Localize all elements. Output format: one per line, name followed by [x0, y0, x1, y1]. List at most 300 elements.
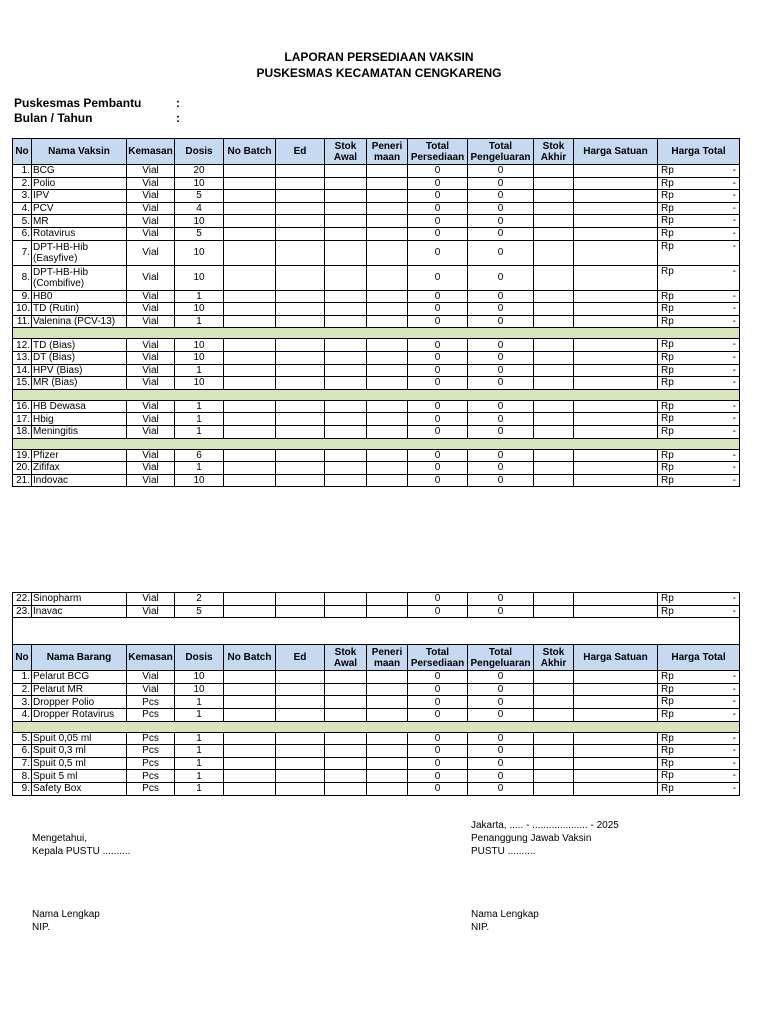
row-harga-satuan [574, 315, 658, 328]
row-stok-awal [325, 474, 367, 487]
nama-lengkap-label: Nama Lengkap [471, 909, 539, 920]
row-penerimaan [367, 202, 408, 215]
row-kemasan: Vial [127, 190, 175, 203]
rp-label: Rp [661, 605, 674, 617]
row-ed [276, 732, 325, 745]
group-separator-row [13, 721, 740, 732]
row-ed [276, 202, 325, 215]
row-harga-total [658, 782, 740, 795]
group-separator-row [13, 438, 740, 449]
row-dosis: 1 [175, 708, 224, 721]
row-total-persediaan: 0 [408, 425, 468, 438]
row-no-batch [224, 683, 276, 696]
row-ed [276, 757, 325, 770]
row-nama: Spuit 0,05 ml [32, 732, 127, 745]
header-harga-total: Harga Total [658, 645, 740, 671]
header-nama-vaksin: Nama Vaksin [32, 139, 127, 165]
row-ed [276, 177, 325, 190]
table-row [13, 165, 740, 178]
row-penerimaan [367, 190, 408, 203]
row-harga-satuan [574, 240, 658, 265]
row-total-persediaan: 0 [408, 474, 468, 487]
dash-value: - [732, 782, 736, 794]
row-harga-total [658, 683, 740, 696]
rp-label: Rp [661, 593, 674, 604]
row-total-persediaan: 0 [408, 770, 468, 783]
row-stok-akhir [534, 339, 574, 352]
row-penerimaan [367, 782, 408, 795]
row-penerimaan [367, 240, 408, 265]
row-harga-satuan [574, 165, 658, 178]
puskesmas-pembantu-field [14, 96, 180, 110]
row-dosis: 10 [175, 683, 224, 696]
signature-left [32, 832, 130, 858]
dash-value: - [732, 377, 736, 389]
row-no: 1. [13, 671, 32, 684]
row-stok-akhir [534, 351, 574, 364]
row-dosis: 10 [175, 215, 224, 228]
row-no: 8. [13, 265, 32, 290]
row-penerimaan [367, 315, 408, 328]
row-no: 3. [13, 190, 32, 203]
row-harga-satuan [574, 425, 658, 438]
row-kemasan: Vial [127, 364, 175, 377]
row-nama: Zififax [32, 462, 127, 475]
rp-label: Rp [661, 696, 674, 708]
row-kemasan: Vial [127, 202, 175, 215]
rp-label: Rp [661, 757, 674, 769]
row-penerimaan [367, 377, 408, 390]
row-harga-total [658, 732, 740, 745]
row-ed [276, 449, 325, 462]
row-penerimaan [367, 745, 408, 758]
row-penerimaan [367, 303, 408, 316]
row-no-batch [224, 351, 276, 364]
row-penerimaan [367, 215, 408, 228]
row-kemasan: Pcs [127, 732, 175, 745]
row-dosis: 1 [175, 732, 224, 745]
row-harga-satuan [574, 215, 658, 228]
row-stok-akhir [534, 708, 574, 721]
table-row [13, 696, 740, 709]
vaksin-table [12, 138, 740, 487]
row-dosis: 1 [175, 400, 224, 413]
table-row [13, 413, 740, 426]
row-penerimaan [367, 165, 408, 178]
row-no-batch [224, 462, 276, 475]
row-total-pengeluaran: 0 [468, 474, 534, 487]
table-row [13, 462, 740, 475]
row-nama: DPT-HB-Hib (Combifive) [32, 265, 127, 290]
dash-value: - [732, 400, 736, 412]
row-ed [276, 605, 325, 618]
row-stok-akhir [534, 474, 574, 487]
row-harga-total [658, 227, 740, 240]
row-harga-total [658, 202, 740, 215]
row-no: 9. [13, 290, 32, 303]
row-harga-satuan [574, 351, 658, 364]
row-total-pengeluaran: 0 [468, 400, 534, 413]
row-nama: TD (Bias) [32, 339, 127, 352]
dash-value: - [732, 605, 736, 617]
row-stok-akhir [534, 425, 574, 438]
row-kemasan: Vial [127, 315, 175, 328]
row-total-pengeluaran: 0 [468, 215, 534, 228]
row-kemasan: Vial [127, 303, 175, 316]
row-no-batch [224, 425, 276, 438]
row-kemasan: Vial [127, 165, 175, 178]
row-kemasan: Vial [127, 474, 175, 487]
dash-value: - [732, 190, 736, 202]
row-no: 21. [13, 474, 32, 487]
row-harga-satuan [574, 696, 658, 709]
row-dosis: 10 [175, 265, 224, 290]
row-nama: Meningitis [32, 425, 127, 438]
row-kemasan: Pcs [127, 770, 175, 783]
row-harga-satuan [574, 462, 658, 475]
dash-value: - [732, 696, 736, 708]
row-kemasan: Vial [127, 449, 175, 462]
nip-label: NIP. [471, 922, 490, 933]
row-stok-awal [325, 605, 367, 618]
row-penerimaan [367, 290, 408, 303]
dash-value: - [732, 364, 736, 376]
row-stok-akhir [534, 303, 574, 316]
row-stok-awal [325, 303, 367, 316]
table-header-row [13, 645, 740, 671]
row-ed [276, 303, 325, 316]
rp-label: Rp [661, 683, 674, 695]
row-stok-akhir [534, 364, 574, 377]
row-no-batch [224, 165, 276, 178]
row-ed [276, 593, 325, 606]
row-penerimaan [367, 683, 408, 696]
row-nama: Pfizer [32, 449, 127, 462]
rp-label: Rp [661, 671, 674, 683]
row-no-batch [224, 265, 276, 290]
row-no-batch [224, 757, 276, 770]
row-total-pengeluaran: 0 [468, 671, 534, 684]
row-harga-total [658, 315, 740, 328]
row-penerimaan [367, 425, 408, 438]
row-stok-akhir [534, 449, 574, 462]
row-stok-akhir [534, 462, 574, 475]
rp-label: Rp [661, 290, 674, 302]
table-header-row [13, 139, 740, 165]
row-penerimaan [367, 400, 408, 413]
row-kemasan: Vial [127, 413, 175, 426]
row-no-batch [224, 290, 276, 303]
row-nama: Spuit 0,3 ml [32, 745, 127, 758]
header-stok-akhir: Stok Akhir [534, 645, 574, 671]
row-kemasan: Vial [127, 671, 175, 684]
row-no: 22. [13, 593, 32, 606]
dash-value: - [732, 593, 736, 604]
row-harga-total [658, 303, 740, 316]
header-nama-barang: Nama Barang [32, 645, 127, 671]
row-total-pengeluaran: 0 [468, 227, 534, 240]
table-row [13, 202, 740, 215]
row-nama: Spuit 0,5 ml [32, 757, 127, 770]
row-stok-akhir [534, 290, 574, 303]
row-total-persediaan: 0 [408, 165, 468, 178]
row-ed [276, 165, 325, 178]
row-total-pengeluaran: 0 [468, 377, 534, 390]
row-harga-satuan [574, 732, 658, 745]
row-dosis: 1 [175, 290, 224, 303]
row-no-batch [224, 303, 276, 316]
row-no: 14. [13, 364, 32, 377]
rp-label: Rp [661, 474, 674, 486]
row-total-persediaan: 0 [408, 708, 468, 721]
row-ed [276, 782, 325, 795]
row-no: 15. [13, 377, 32, 390]
puskesmas-pembantu-label: Puskesmas Pembantu [14, 96, 142, 110]
row-harga-total [658, 400, 740, 413]
rp-label: Rp [661, 265, 674, 277]
row-ed [276, 315, 325, 328]
row-nama: BCG [32, 165, 127, 178]
row-ed [276, 227, 325, 240]
row-total-pengeluaran: 0 [468, 605, 534, 618]
row-stok-awal [325, 240, 367, 265]
row-penerimaan [367, 770, 408, 783]
row-ed [276, 364, 325, 377]
row-no: 13. [13, 351, 32, 364]
row-harga-total [658, 215, 740, 228]
row-total-pengeluaran: 0 [468, 770, 534, 783]
row-total-persediaan: 0 [408, 215, 468, 228]
row-harga-total [658, 449, 740, 462]
row-ed [276, 190, 325, 203]
row-stok-awal [325, 377, 367, 390]
row-kemasan: Vial [127, 683, 175, 696]
row-kemasan: Pcs [127, 757, 175, 770]
rp-label: Rp [661, 708, 674, 720]
row-total-persediaan: 0 [408, 290, 468, 303]
row-no-batch [224, 745, 276, 758]
row-harga-total [658, 290, 740, 303]
header-harga-satuan: Harga Satuan [574, 139, 658, 165]
row-no-batch [224, 770, 276, 783]
table-row [13, 671, 740, 684]
row-total-persediaan: 0 [408, 265, 468, 290]
penanggung-jawab-label: Penanggung Jawab Vaksin [471, 833, 592, 844]
rp-label: Rp [661, 462, 674, 474]
row-stok-awal [325, 462, 367, 475]
dash-value: - [732, 177, 736, 189]
row-harga-total [658, 757, 740, 770]
row-no: 18. [13, 425, 32, 438]
row-harga-satuan [574, 770, 658, 783]
signature-right [471, 819, 619, 858]
dash-value: - [732, 165, 736, 176]
row-no: 5. [13, 732, 32, 745]
table-row [13, 290, 740, 303]
nama-lengkap-label: Nama Lengkap [32, 909, 100, 920]
row-nama: Rotavirus [32, 227, 127, 240]
table-row [13, 757, 740, 770]
row-stok-awal [325, 177, 367, 190]
row-dosis: 1 [175, 413, 224, 426]
bulan-tahun-label: Bulan / Tahun [14, 111, 93, 125]
row-harga-satuan [574, 190, 658, 203]
table-row [13, 240, 740, 265]
signature-left-name [32, 908, 100, 934]
dash-value: - [732, 770, 736, 782]
row-no: 1. [13, 165, 32, 178]
row-ed [276, 413, 325, 426]
row-no: 3. [13, 696, 32, 709]
row-nama: Pelarut BCG [32, 671, 127, 684]
row-total-pengeluaran: 0 [468, 413, 534, 426]
row-no-batch [224, 400, 276, 413]
row-harga-satuan [574, 400, 658, 413]
row-no: 4. [13, 202, 32, 215]
row-ed [276, 290, 325, 303]
row-penerimaan [367, 757, 408, 770]
dash-value: - [732, 708, 736, 720]
row-dosis: 1 [175, 757, 224, 770]
row-stok-akhir [534, 683, 574, 696]
row-kemasan: Pcs [127, 708, 175, 721]
row-total-pengeluaran: 0 [468, 240, 534, 265]
row-no-batch [224, 364, 276, 377]
table-row [13, 227, 740, 240]
row-penerimaan [367, 413, 408, 426]
row-total-pengeluaran: 0 [468, 745, 534, 758]
row-no: 2. [13, 177, 32, 190]
header-total-pengeluaran: Total Pengeluaran [468, 645, 534, 671]
table-row [13, 593, 740, 606]
row-harga-total [658, 364, 740, 377]
rp-label: Rp [661, 177, 674, 189]
row-ed [276, 745, 325, 758]
row-no: 10. [13, 303, 32, 316]
row-nama: MR (Bias) [32, 377, 127, 390]
row-penerimaan [367, 474, 408, 487]
row-ed [276, 683, 325, 696]
rp-label: Rp [661, 351, 674, 363]
row-stok-awal [325, 732, 367, 745]
row-ed [276, 400, 325, 413]
row-dosis: 10 [175, 377, 224, 390]
row-nama: TD (Rutin) [32, 303, 127, 316]
row-ed [276, 215, 325, 228]
row-penerimaan [367, 696, 408, 709]
signature-right-name [471, 908, 539, 934]
row-harga-satuan [574, 339, 658, 352]
table-row [13, 339, 740, 352]
dash-value: - [732, 745, 736, 757]
row-total-pengeluaran: 0 [468, 696, 534, 709]
row-stok-akhir [534, 745, 574, 758]
row-stok-akhir [534, 377, 574, 390]
row-kemasan: Vial [127, 377, 175, 390]
row-dosis: 6 [175, 449, 224, 462]
row-stok-awal [325, 757, 367, 770]
row-no: 23. [13, 605, 32, 618]
row-kemasan: Vial [127, 290, 175, 303]
header-penerimaan: Peneri maan [367, 139, 408, 165]
row-dosis: 4 [175, 202, 224, 215]
table-row [13, 377, 740, 390]
rp-label: Rp [661, 413, 674, 425]
table-row [13, 782, 740, 795]
dash-value: - [732, 339, 736, 351]
row-ed [276, 462, 325, 475]
table-row [13, 732, 740, 745]
row-stok-awal [325, 696, 367, 709]
dash-value: - [732, 462, 736, 474]
colon: : [176, 96, 180, 110]
row-nama: DPT-HB-Hib (Easyfive) [32, 240, 127, 265]
row-total-persediaan: 0 [408, 364, 468, 377]
row-nama: DT (Bias) [32, 351, 127, 364]
bulan-tahun-field [14, 111, 180, 125]
header-stok-awal: Stok Awal [325, 645, 367, 671]
row-dosis: 5 [175, 190, 224, 203]
row-harga-satuan [574, 782, 658, 795]
dash-value: - [732, 732, 736, 744]
rp-label: Rp [661, 165, 674, 176]
header-kemasan: Kemasan [127, 645, 175, 671]
row-stok-awal [325, 745, 367, 758]
row-dosis: 1 [175, 782, 224, 795]
header-dosis: Dosis [175, 645, 224, 671]
row-total-persediaan: 0 [408, 400, 468, 413]
table-row [13, 708, 740, 721]
row-harga-total [658, 351, 740, 364]
row-dosis: 1 [175, 425, 224, 438]
row-stok-akhir [534, 315, 574, 328]
rp-label: Rp [661, 315, 674, 327]
row-kemasan: Pcs [127, 782, 175, 795]
row-no-batch [224, 215, 276, 228]
row-dosis: 10 [175, 351, 224, 364]
dash-value: - [732, 351, 736, 363]
mengetahui-label: Mengetahui, [32, 833, 88, 844]
dash-value: - [732, 303, 736, 315]
row-no-batch [224, 227, 276, 240]
row-total-persediaan: 0 [408, 745, 468, 758]
colon: : [176, 111, 180, 125]
row-stok-akhir [534, 202, 574, 215]
row-no-batch [224, 202, 276, 215]
row-kemasan: Vial [127, 400, 175, 413]
row-harga-total [658, 671, 740, 684]
row-total-pengeluaran: 0 [468, 177, 534, 190]
row-no: 7. [13, 757, 32, 770]
row-stok-awal [325, 315, 367, 328]
row-no-batch [224, 449, 276, 462]
row-stok-akhir [534, 177, 574, 190]
row-harga-satuan [574, 364, 658, 377]
dash-value: - [732, 474, 736, 486]
row-nama: PCV [32, 202, 127, 215]
row-no: 16. [13, 400, 32, 413]
report-subtitle: PUSKESMAS KECAMATAN CENGKARENG [256, 66, 502, 80]
row-nama: Inavac [32, 605, 127, 618]
row-stok-akhir [534, 732, 574, 745]
row-total-persediaan: 0 [408, 757, 468, 770]
row-nama: Dropper Rotavirus [32, 708, 127, 721]
table-row [13, 303, 740, 316]
row-no-batch [224, 605, 276, 618]
row-harga-total [658, 339, 740, 352]
header-no: No [13, 139, 32, 165]
row-penerimaan [367, 351, 408, 364]
